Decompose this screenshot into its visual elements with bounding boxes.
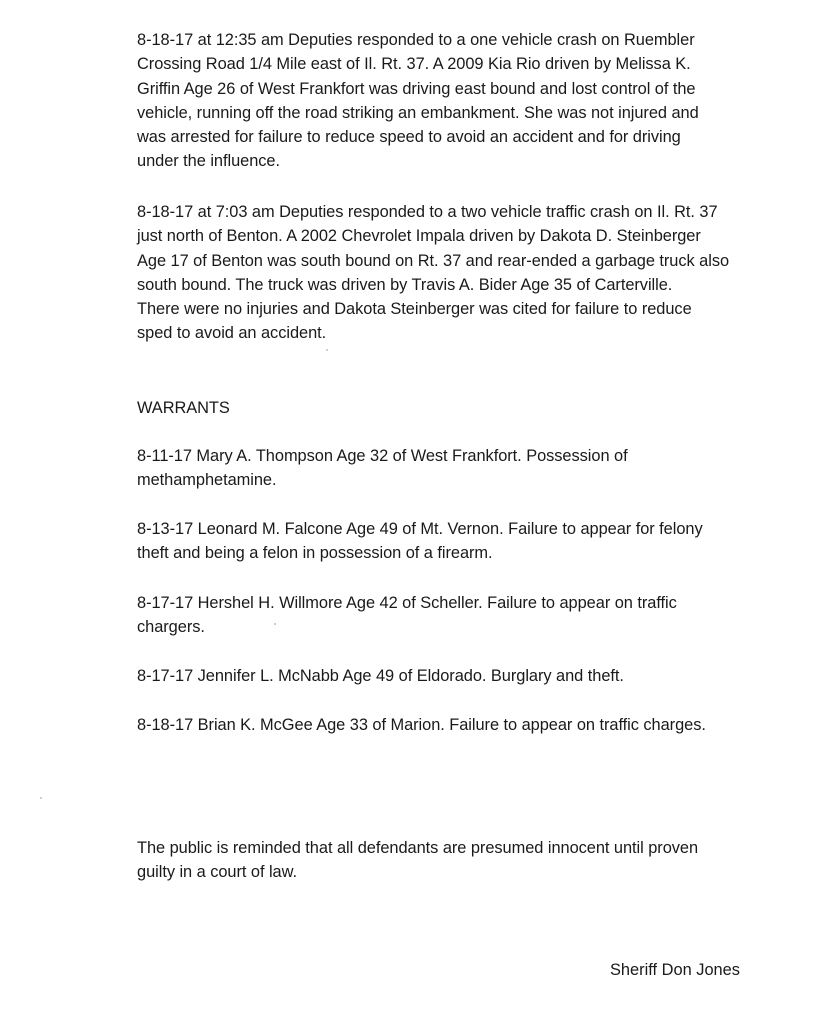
- crash-report-1-line: 8-18-17 at 12:35 am Deputies responded to a one vehicle crash on Ruembler: [137, 31, 695, 49]
- warrant-entry-line: 8-18-17 Brian K. McGee Age 33 of Marion. Failure to appear on traffic charges.: [137, 716, 706, 734]
- crash-report-2-line: south bound. The truck was driven by Travis A. Bider Age 35 of Carterville.: [137, 275, 673, 294]
- warrant-entry-2: [137, 517, 797, 566]
- warrant-entry-5: [137, 713, 797, 737]
- sheriff-signature: Sheriff Don Jones: [610, 961, 740, 979]
- warrant-entry-3: [137, 591, 797, 640]
- warrants-heading: [137, 396, 797, 420]
- crash-report-1-line: Crossing Road 1/4 Mile east of Il. Rt. 37. A 2009 Kia Rio driven by Melissa K.: [137, 55, 691, 74]
- scan-speck: [274, 623, 276, 625]
- warrant-entry-line: methamphetamine.: [137, 471, 277, 490]
- crash-report-1: [137, 28, 797, 174]
- crash-report-2-line: just north of Benton. A 2002 Chevrolet Impala driven by Dakota D. Steinberger: [137, 227, 701, 246]
- warrant-entry-line: chargers.: [137, 618, 205, 637]
- disclaimer: [137, 836, 797, 885]
- disclaimer-line: guilty in a court of law.: [137, 863, 298, 882]
- warrants-heading-text: WARRANTS: [137, 399, 230, 417]
- crash-report-1-line: Griffin Age 26 of West Frankfort was driving east bound and lost control of the: [137, 79, 696, 98]
- warrant-entry-line: 8-17-17 Hershel H. Willmore Age 42 of Scheller. Failure to appear on traffic: [137, 594, 677, 612]
- crash-report-2: [137, 200, 797, 346]
- warrant-entry-line: 8-13-17 Leonard M. Falcone Age 49 of Mt. Vernon. Failure to appear for felony: [137, 520, 703, 538]
- warrant-entry-4: [137, 664, 797, 688]
- crash-report-2-line: There were no injuries and Dakota Steinberger was cited for failure to reduce: [137, 300, 692, 319]
- crash-report-1-line: under the influence.: [137, 152, 280, 171]
- crash-report-1-line: vehicle, running off the road striking an embankment. She was not injured and: [137, 103, 699, 122]
- crash-report-2-line: sped to avoid an accident.: [137, 324, 327, 343]
- crash-report-1-line: was arrested for failure to reduce speed to avoid an accident and for driving: [137, 128, 681, 147]
- scan-speck: [40, 797, 42, 799]
- scan-speck: [326, 349, 328, 351]
- crash-report-2-line: 8-18-17 at 7:03 am Deputies responded to a two vehicle traffic crash on Il. Rt. 37: [137, 203, 718, 221]
- warrant-entry-line: 8-11-17 Mary A. Thompson Age 32 of West Frankfort. Possession of: [137, 447, 628, 465]
- warrant-entry-1: [137, 444, 797, 493]
- crash-report-2-line: Age 17 of Benton was south bound on Rt. 37 and rear-ended a garbage truck also: [137, 251, 730, 270]
- warrant-entry-line: theft and being a felon in possession of a firearm.: [137, 544, 493, 563]
- disclaimer-line: The public is reminded that all defendants are presumed innocent until proven: [137, 839, 699, 857]
- warrant-entry-line: 8-17-17 Jennifer L. McNabb Age 49 of Eldorado. Burglary and theft.: [137, 667, 624, 685]
